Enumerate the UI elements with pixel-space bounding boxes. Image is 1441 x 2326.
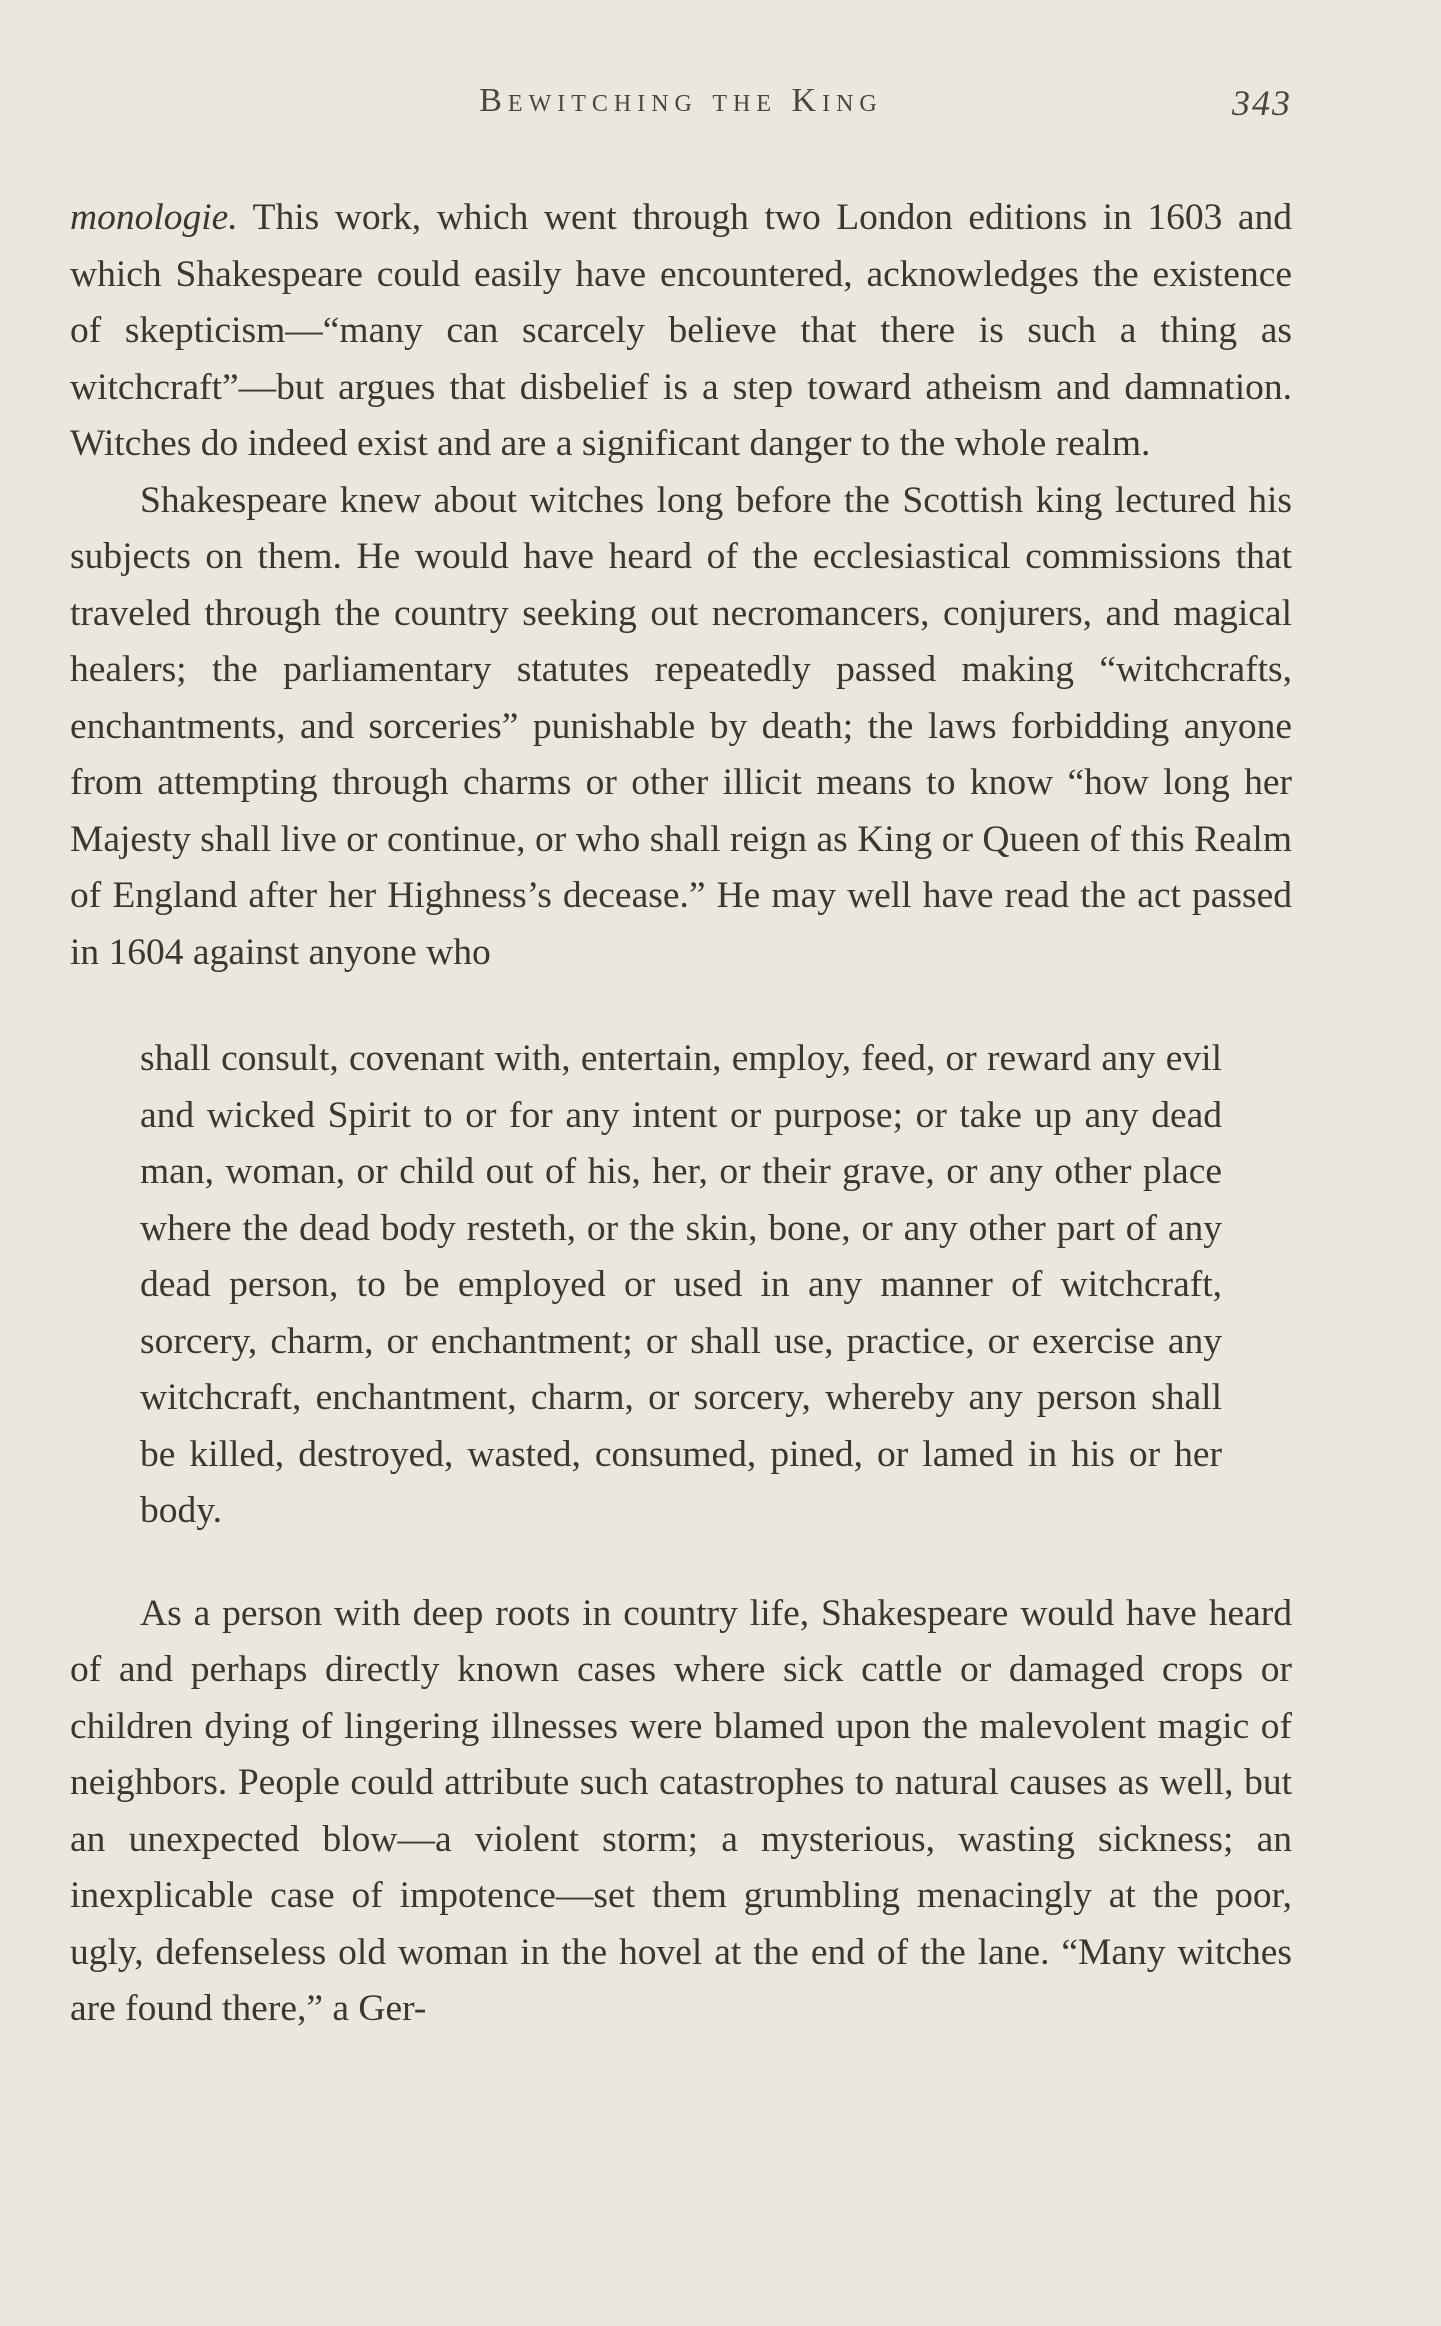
italic-title-fragment: monologie. (70, 197, 238, 238)
page-number: 343 (1232, 83, 1292, 123)
running-head (70, 82, 1292, 132)
block-quote: shall consult, covenant with, entertain, employ, feed, or reward any evil and wicked Spirit to or for any intent or purpose; or take up any dead man, woman, or child out of his, her, or their grave, or any other place where the dead body resteth, or the skin, bone, or any other part of any dead person, to be employed or used in any manner of witchcraft, sorcery, charm, or enchantment; or shall use, practice, or exercise any witchcraft, enchantment, charm, or sorcery, whereby any person shall be killed, destroyed, wasted, consumed, pined, or lamed in his or her body. (140, 1038, 1222, 1531)
running-title: Bewitching the King (479, 82, 883, 119)
body-text (70, 190, 1292, 2038)
paragraph-1-text: This work, which went through two London editions in 1603 and which Shakespeare could easily have encountered, acknowledges the existence of skepticism—“many can scarcely believe that there is such a thing as witchcraft”—but argues that disbelief is a step toward atheism and damnation. Witches do indeed exist and are a significant danger to the whole realm. (70, 197, 1292, 464)
paragraph-1 (70, 190, 1292, 473)
paragraph-3: As a person with deep roots in country life, Shakespeare would have heard of and perhaps directly known cases where sick cattle or damaged crops or children dying of lingering illnesses were blamed upon the malevolent magic of neighbors. People could attribute such catastrophes to natural causes as well, but an unexpected blow—a violent storm; a mysterious, wasting sickness; an inexplicable case of impotence—set them grumbling menacingly at the poor, ugly, defenseless old woman in the hovel at the end of the lane. “Many witches are found there,” a Ger- (70, 1592, 1292, 2029)
paragraph-2: Shakespeare knew about witches long before the Scottish king lectured his subjects on them. He would have heard of the ecclesiastical commissions that traveled through the country seeking out necromancers, conjurers, and magical healers; the parliamentary statutes repeatedly passed making “witchcrafts, enchantments, and sorceries” punishable by death; the laws forbidding anyone from attempting through charms or other illicit means to know “how long her Majesty shall live or continue, or who shall reign as King or Queen of this Realm of England after her Highness’s decease.” He may well have read the act passed in 1604 against anyone who (70, 479, 1292, 973)
